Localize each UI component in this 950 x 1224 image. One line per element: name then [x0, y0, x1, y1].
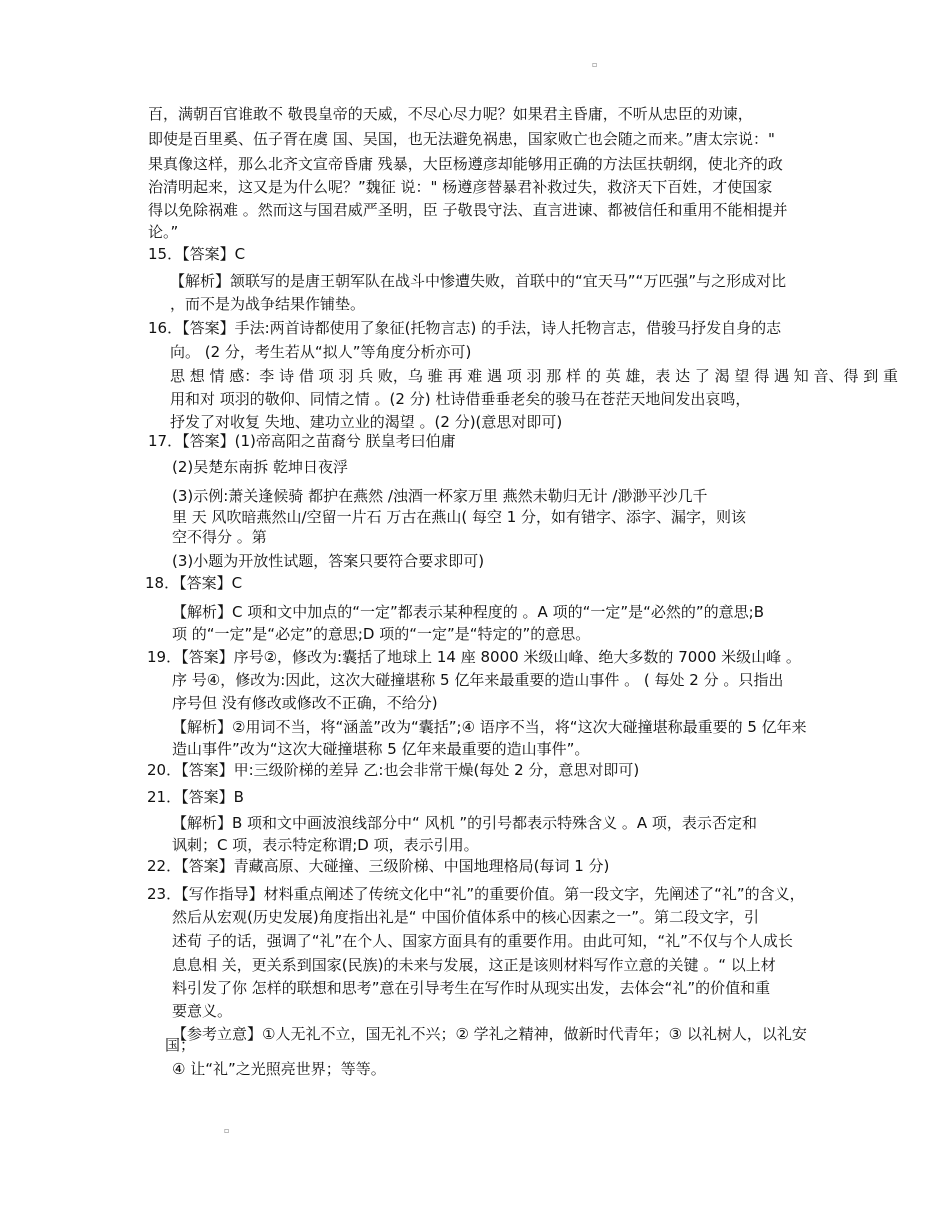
- text-line: 治清明起来，这又是为什么呢？”魏征 说：" 杨遵彦替暴君补救过失，救济天下百姓，才使国家: [148, 178, 773, 196]
- text-line: 里 天 风吹暗燕然山/空留一片石 万古在燕山( 每空 1 分，如有错字、添字、漏字，则该: [172, 508, 747, 526]
- text-line: 百，满朝百官谁敢不 敬畏皇帝的天威，不尽心尽力呢？如果君主昏庸，不听从忠臣的劝谏，: [148, 105, 753, 123]
- page-mark-bottom: ▫: [224, 1126, 230, 1135]
- text-line: 然后从宏观(历史发展)角度指出礼是“ 中国价值体系中的核心因素之一”。第二段文字，引: [172, 908, 760, 926]
- text-line: 果真像这样，那么北齐文宣帝昏庸 残暴，大臣杨遵彦却能够用正确的方法匡扶朝纲，使北齐的政: [148, 155, 783, 173]
- text-line: 空不得分 。第: [172, 528, 267, 546]
- text-line: 【解析】C 项和文中加点的“一定”都表示某种程度的 。A 项的“一定”是“必然的”的意思;B: [172, 603, 765, 621]
- text-line: 【参考立意】①人无礼不立，国无礼不兴；② 学礼之精神，做新时代青年；③ 以礼树人，以礼安: [172, 1025, 807, 1043]
- text-line: 述荀 子的话，强调了“礼”在个人、国家方面具有的重要作用。由此可知，“礼”不仅与个人成长: [172, 932, 793, 950]
- text-line: 23．【写作指导】材料重点阐述了传统文化中“礼”的重要价值。第一段文字，先阐述了“礼”的含义，: [147, 885, 805, 903]
- text-line: ④ 让“礼”之光照亮世界；等等。: [172, 1060, 386, 1078]
- text-line: 料引发了你 怎样的联想和思考”意在引导考生在写作时从现实出发，去体会“礼”的价值和重: [172, 979, 771, 997]
- text-line: 要意义。: [172, 1002, 233, 1020]
- text-line: ，而不是为战争结果作铺垫。: [170, 295, 366, 313]
- text-line: 17．【答案】(1)帝高阳之苗裔兮 朕皇考曰伯庸: [148, 432, 456, 450]
- text-line: 论。”: [148, 223, 179, 241]
- text-line: 18．【答案】C: [145, 574, 243, 592]
- text-line: 得以免除祸难 。然而这与国君威严圣明，臣 子敬畏守法、直言进谏、都被信任和重用不能相提并: [148, 201, 788, 219]
- text-line: 22．【答案】青藏高原、大碰撞、三级阶梯、中国地理格局(每词 1 分): [147, 857, 610, 875]
- text-line: 【解析】②用词不当，将“涵盖”改为“囊括”;④ 语序不当，将“这次大碰撞堪称最重要的 5 亿年来: [172, 718, 807, 736]
- text-line: 向。 (2 分，考生若从“拟人”等角度分析亦可): [170, 343, 472, 361]
- text-line: 思 想 情 感：李 诗 借 项 羽 兵 败，乌 骓 再 难 遇 项 羽 那 样 的 英 雄，表 达 了 渴 望 得 遇 知 音、得 到 重: [170, 367, 899, 385]
- text-line: 15．【答案】C: [148, 245, 246, 263]
- text-line: 19．【答案】序号②，修改为:囊括了地球上 14 座 8000 米级山峰、绝大多数的 7000 米级山峰 。: [147, 648, 801, 666]
- text-line: 16．【答案】手法:两首诗都使用了象征(托物言志) 的手法，诗人托物言志，借骏马抒发自身的志: [148, 319, 782, 337]
- text-line: 【解析】颔联写的是唐王朝军队在战斗中惨遭失败，首联中的“宜天马”“万匹强”与之形成对比: [170, 272, 787, 290]
- text-line: 20．【答案】甲:三级阶梯的差异 乙:也会非常干燥(每处 2 分，意思对即可): [147, 761, 640, 779]
- text-line: 序号但 没有修改或修改不正确，不给分): [172, 694, 438, 712]
- text-line: (2)吴楚东南拆 乾坤日夜浮: [172, 458, 349, 476]
- text-line: 抒发了对收复 失地、建功立业的渴望 。(2 分)(意思对即可): [170, 413, 563, 431]
- text-line: 讽刺；C 项，表示特定称谓;D 项，表示引用。: [172, 836, 479, 854]
- text-line: 用和对 项羽的敬仰、同情之情 。(2 分) 杜诗借垂垂老矣的骏马在苍茫天地间发出哀鸣，: [170, 390, 751, 408]
- text-line: 造山事件”改为“这次大碰撞堪称 5 亿年来最重要的造山事件”。: [172, 740, 590, 758]
- text-line: 【解析】B 项和文中画波浪线部分中“ 风机 ”的引号都表示特殊含义 。A 项，表示否定和: [172, 814, 757, 832]
- text-line: 国；: [165, 1036, 196, 1054]
- text-line: 21．【答案】B: [147, 788, 244, 806]
- page-mark-top: ▫: [592, 60, 598, 69]
- text-line: 序 号④，修改为:因此，这次大碰撞堪称 5 亿年来最重要的造山事件 。 ( 每处 2 分 。只指出: [172, 671, 784, 689]
- text-line: 即使是百里奚、伍子胥在虞 国、吴国，也无法避免祸患，国家败亡也会随之而来。”唐太宗说：": [148, 130, 775, 148]
- text-line: (3)小题为开放性试题，答案只要符合要求即可): [172, 552, 485, 570]
- text-line: 息息相 关，更关系到国家(民族)的未来与发展，这正是该则材料写作立意的关键 。“ 以上材: [172, 956, 776, 974]
- text-line: 项 的“一定”是“必定”的意思;D 项的“一定”是“特定的”的意思。: [172, 625, 591, 643]
- text-line: (3)示例:萧关逢候骑 都护在燕然 /浊酒一杯家万里 燕然未勒归无计 /渺渺平沙几千: [172, 487, 708, 505]
